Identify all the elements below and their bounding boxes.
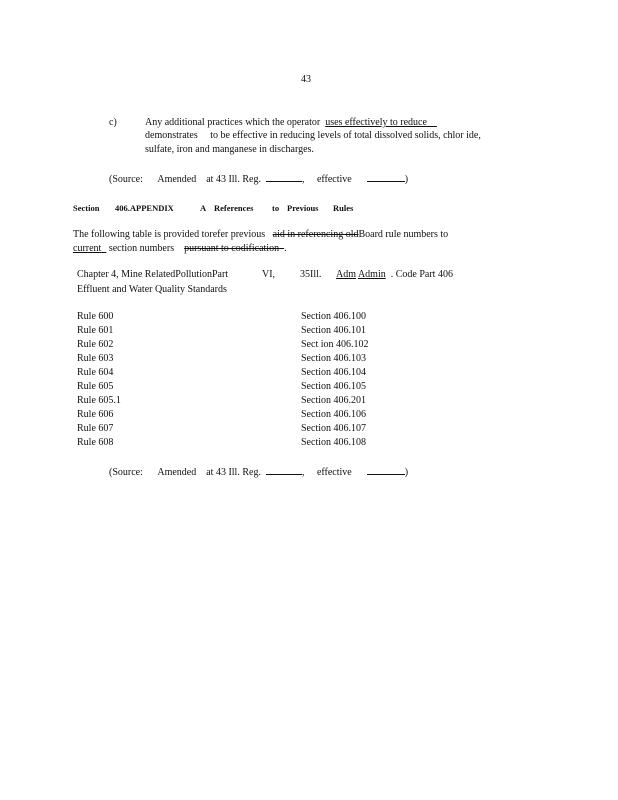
intro-line-1-prefix: The following table is provided torefer previous — [73, 229, 266, 240]
intro-inserted-text: current — [73, 243, 102, 254]
rule-cell: Rule 607 — [77, 423, 114, 434]
source-label: (Source: — [109, 174, 143, 185]
intro-line-2-middle: section numbers — [108, 243, 175, 254]
comma: , — [301, 174, 305, 185]
adm-inserted: Adm — [336, 269, 356, 280]
item-c-line-1-insertion: uses effectively to reduce — [325, 117, 427, 128]
item-c-line-2-prefix: demonstrates — [145, 130, 198, 141]
intro-deleted-text-2: pursuant to codification — [184, 243, 280, 254]
effective-blank — [367, 465, 405, 475]
effective-label: effective — [316, 467, 352, 478]
source-note-2 — [109, 465, 408, 479]
rule-cell: Rule 608 — [77, 437, 114, 448]
section-cell: Section 406.106 — [301, 409, 366, 420]
section-cell: Section 406.100 — [301, 311, 366, 322]
item-c-line-2 — [145, 130, 481, 142]
rules-column — [77, 311, 121, 451]
sections-column — [301, 311, 369, 451]
rule-cell: Rule 605.1 — [77, 395, 121, 406]
close-paren: ) — [404, 174, 409, 185]
rule-cell: Rule 601 — [77, 325, 114, 336]
page-number: 43 — [301, 74, 311, 85]
rule-cell: Rule 605 — [77, 381, 114, 392]
register-blank — [266, 465, 302, 475]
source-label: (Source: — [109, 467, 143, 478]
section-number: 406.APPENDIX — [115, 203, 174, 213]
rule-cell: Rule 600 — [77, 311, 114, 322]
item-c-line-1-prefix: Any additional practices which the operator — [145, 117, 321, 128]
section-cell: Section 406.101 — [301, 325, 366, 336]
amended-label: Amended — [157, 467, 197, 478]
register-citation: at 43 Ill. Reg. — [206, 467, 261, 478]
chapter-subtitle: Effluent and Water Quality Standards — [77, 284, 227, 295]
adm-admin-code — [336, 269, 453, 281]
section-cell: Sect ion 406.102 — [301, 339, 369, 350]
amended-label: Amended — [157, 174, 197, 185]
source-note-1 — [109, 172, 408, 186]
heading-rules: Rules — [333, 203, 354, 213]
section-cell: Section 406.201 — [301, 395, 366, 406]
heading-references: References — [214, 203, 254, 213]
section-cell: Section 406.107 — [301, 423, 366, 434]
close-paren: ) — [404, 467, 409, 478]
intro-line-2 — [73, 243, 287, 255]
section-cell: Section 406.104 — [301, 367, 366, 378]
heading-previous: Previous — [287, 203, 319, 213]
item-c-line-3: sulfate, iron and manganese in discharges. — [145, 144, 314, 155]
section-cell: Section 406.108 — [301, 437, 366, 448]
intro-line-1-suffix: Board rule numbers to — [358, 229, 449, 240]
section-cell: Section 406.105 — [301, 381, 366, 392]
register-blank — [266, 172, 302, 182]
comma: , — [301, 467, 305, 478]
rule-cell: Rule 604 — [77, 367, 114, 378]
intro-deleted-text-1: aid in referencing old — [272, 229, 359, 240]
rule-cell: Rule 602 — [77, 339, 114, 350]
intro-line-1 — [73, 229, 448, 241]
chapter-title: Chapter 4, Mine RelatedPollutionPart — [77, 269, 229, 280]
appendix-letter: A — [200, 203, 207, 213]
section-label: Section — [73, 203, 100, 213]
heading-to: to — [272, 203, 280, 213]
rule-cell: Rule 603 — [77, 353, 114, 364]
item-c-line-1 — [145, 117, 437, 129]
section-cell: Section 406.103 — [301, 353, 366, 364]
item-c-line-2-rest: to be effective in reducing levels of total dissolved solids, chlor ide, — [210, 130, 481, 141]
item-c-label: c) — [109, 117, 117, 128]
code-part: . Code Part 406 — [390, 269, 453, 280]
intro-period: . — [284, 243, 287, 254]
effective-blank — [367, 172, 405, 182]
ill-label: 35Ill. — [300, 269, 322, 280]
admin-label: Admin — [357, 269, 386, 280]
register-citation: at 43 Ill. Reg. — [206, 174, 261, 185]
effective-label: effective — [316, 174, 352, 185]
rule-cell: Rule 606 — [77, 409, 114, 420]
part-vi: VI, — [262, 269, 276, 280]
